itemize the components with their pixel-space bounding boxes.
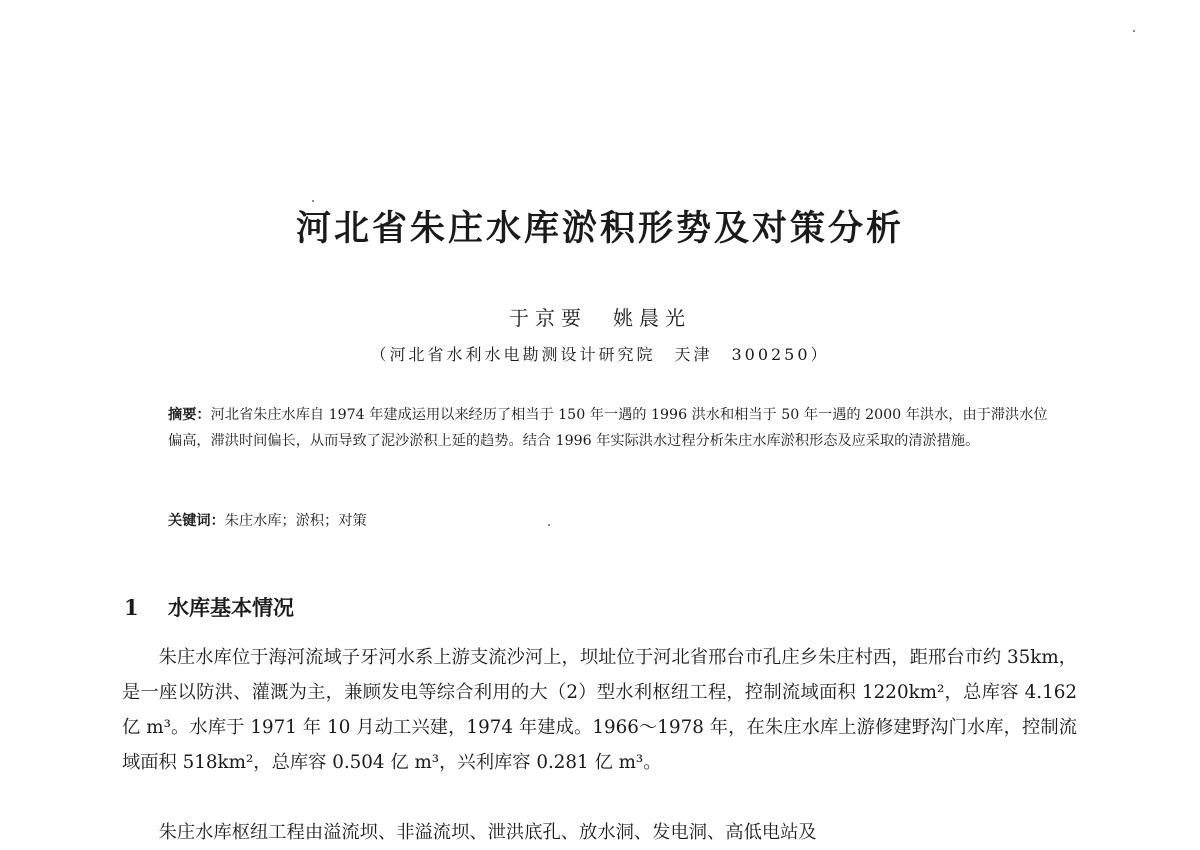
section-title: 水库基本情况 <box>168 595 294 620</box>
scan-speck <box>548 524 550 526</box>
body-paragraph-1: 朱庄水库位于海河流域子牙河水系上游支流沙河上，坝址位于河北省邢台市孔庄乡朱庄村西，距邢台市约 35km，是一座以防洪、灌溉为主，兼顾发电等综合利用的大（2）型水利枢纽工程，控制流域面积 1220km²，总库容 4.162 亿 m³。水库于 1971 年 10 月动工兴建，1974 年建成。1966～1978 年，在朱庄水库上游修建野沟门水库，控制流域面积 518km²，总库容 0.504 亿 m³，兴利库容 0.281 亿 m³。 <box>122 647 1077 773</box>
scan-speck <box>312 200 314 202</box>
keywords <box>168 508 367 534</box>
section-number: 1 <box>124 595 139 620</box>
abstract-label: 摘要： <box>168 407 211 423</box>
authors: 于京要 姚晨光 <box>509 306 691 330</box>
abstract <box>168 402 1048 454</box>
keywords-text: 朱庄水库；淤积；对策 <box>224 513 367 529</box>
keywords-label: 关键词： <box>168 513 225 529</box>
section-heading <box>124 592 294 622</box>
body-paragraph-2: 朱庄水库枢纽工程由溢流坝、非溢流坝、泄洪底孔、放水洞、发电洞、高低电站及 <box>158 822 817 843</box>
scan-speck <box>1133 30 1135 32</box>
abstract-text: 河北省朱庄水库自 1974 年建成运用以来经历了相当于 150 年一遇的 1996 洪水和相当于 50 年一遇的 2000 年洪水，由于滞洪水位偏高，滞洪时间偏长，从而导致了泥沙淤积上延的趋势。结合 1996 年实际洪水过程分析朱庄水库淤积形态及应采取的清淤措施。 <box>168 407 1048 449</box>
affiliation: （河北省水利水电勘测设计研究院 天津 300250） <box>370 345 830 364</box>
paper-title: 河北省朱庄水库淤积形势及对策分析 <box>295 209 904 249</box>
